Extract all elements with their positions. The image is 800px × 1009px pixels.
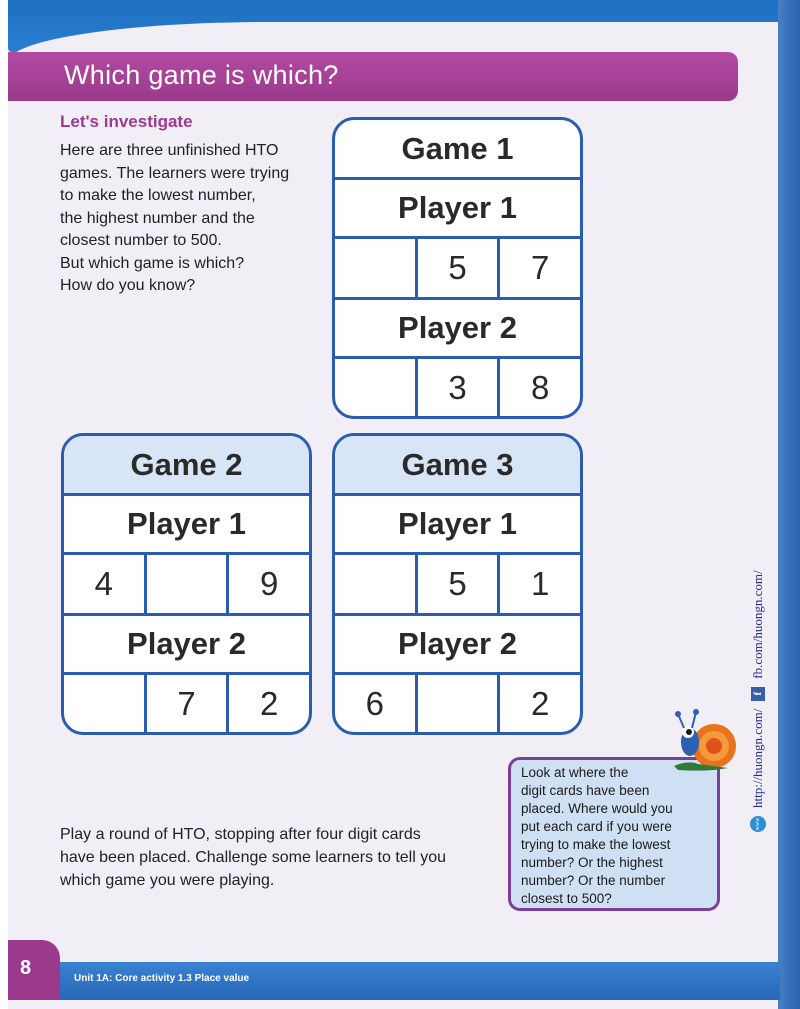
game-card-2 (61, 433, 312, 735)
tens-cell: 5 (415, 555, 498, 613)
snail-mascot-icon (668, 708, 738, 774)
text-line: have been placed. Challenge some learners to tell you (60, 849, 447, 866)
watermark (744, 542, 772, 832)
player-label: Player 1 (335, 180, 580, 239)
hundreds-cell (335, 555, 415, 613)
ones-cell: 9 (226, 555, 309, 613)
text-line: digit cards have been (521, 783, 650, 798)
page-title: Which game is which? (64, 60, 339, 90)
tens-cell: 5 (415, 239, 498, 297)
hundreds-cell (335, 359, 415, 417)
tens-cell (144, 555, 227, 613)
player-label: Player 1 (64, 496, 309, 555)
text-line: But which game is which? (60, 254, 245, 272)
tip-text (521, 764, 716, 908)
watermark-url: http://huongn.com/ (750, 708, 765, 808)
player-label: Player 2 (335, 616, 580, 675)
digit-row (64, 555, 309, 616)
footer-unit-text: Unit 1A: Core activity 1.3 Place value (74, 973, 250, 984)
page-edge (778, 0, 800, 1009)
text-line: the highest number and the (60, 209, 255, 227)
tens-cell: 7 (144, 675, 227, 733)
player-label: Player 2 (64, 616, 309, 675)
digit-row (335, 555, 580, 616)
hundreds-cell (64, 675, 144, 733)
ones-cell: 2 (497, 675, 580, 733)
hundreds-cell: 6 (365, 685, 385, 722)
text-line: which game you were playing. (60, 872, 275, 889)
text-line: to make the lowest number, (60, 187, 256, 204)
player-label: Player 1 (335, 496, 580, 555)
play-instructions (60, 823, 500, 892)
game-title: Game 2 (64, 436, 309, 496)
hundreds-cell (335, 239, 415, 297)
text-line: put each card if you were (521, 819, 672, 834)
game-card-3 (332, 433, 583, 735)
digit-row (335, 675, 580, 733)
game-card-1 (332, 117, 583, 419)
text-line: games. The learners were trying (60, 164, 290, 182)
text-line: Here are three unfinished HTO (60, 142, 279, 159)
game-title: Game 3 (335, 436, 580, 496)
text-line: Play a round of HTO, stopping after four digit cards (60, 826, 421, 843)
page-number-tab (8, 940, 60, 1000)
teacher-tip-box (508, 757, 720, 911)
text-line: closest to 500? (521, 891, 612, 906)
investigate-heading: Let's investigate (60, 112, 193, 131)
tens-cell (415, 675, 498, 733)
digit-row (335, 239, 580, 300)
tens-cell: 3 (415, 359, 498, 417)
globe-icon: www (750, 816, 766, 832)
text-line: trying to make the lowest (521, 837, 671, 852)
page-number: 8 (20, 957, 32, 979)
text-line: placed. Where would you (521, 801, 673, 816)
player-label: Player 2 (335, 300, 580, 359)
digit-row (335, 359, 580, 417)
ones-cell: 1 (497, 555, 580, 613)
text-line: Look at where the (521, 765, 629, 780)
ones-cell: 8 (497, 359, 580, 417)
text-line: closest number to 500. (60, 232, 222, 249)
ones-cell: 7 (497, 239, 580, 297)
title-bar (8, 52, 738, 101)
text-line: number? Or the number (521, 873, 666, 888)
watermark-fb-url: fb.com/huongn.com/ (750, 570, 765, 679)
text-line: How do you know? (60, 277, 196, 294)
facebook-icon: f (751, 687, 765, 701)
investigate-text (60, 140, 330, 298)
game-title: Game 1 (335, 120, 580, 180)
ones-cell: 2 (226, 675, 309, 733)
text-line: number? Or the highest (521, 855, 663, 870)
hundreds-cell: 4 (94, 565, 114, 602)
digit-row (64, 675, 309, 733)
